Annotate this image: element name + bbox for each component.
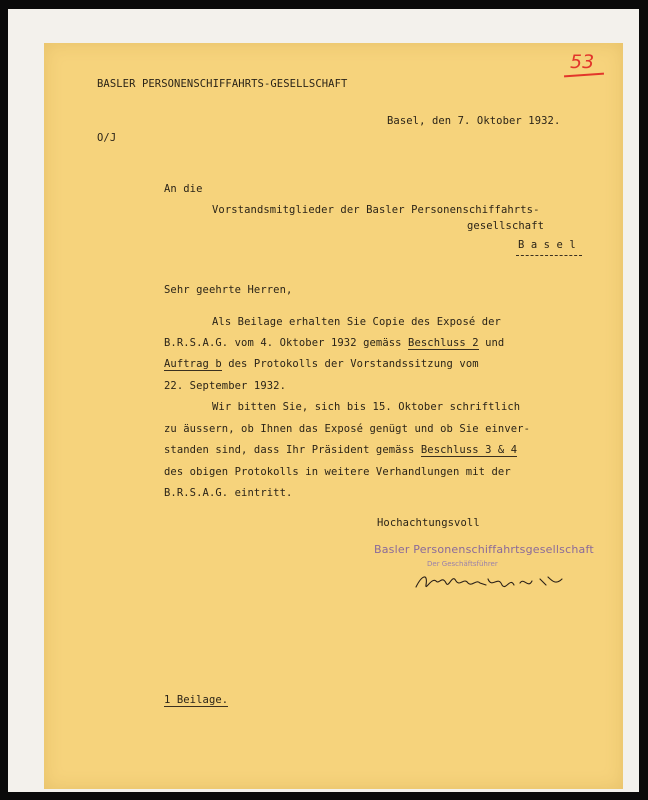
page-number-underline [564, 73, 604, 78]
underlined-reference: Beschluss 2 [408, 337, 479, 349]
handwritten-signature [412, 567, 572, 595]
body-text: standen sind, dass Ihr Präsident gemäss [164, 444, 415, 456]
body-line [164, 358, 479, 370]
page-number: 53 [570, 51, 595, 73]
body-line: 22. September 1932. [164, 380, 287, 392]
body-line [164, 337, 504, 349]
body-line [164, 444, 517, 456]
letter-page [44, 43, 623, 789]
document-frame [8, 9, 639, 792]
body-text: und [485, 337, 505, 349]
body-line: Wir bitten Sie, sich bis 15. Oktober schriftlich [212, 401, 521, 413]
body-line: des obigen Protokolls in weitere Verhandlungen mit der [164, 466, 511, 478]
body-line: B.R.S.A.G. eintritt. [164, 487, 293, 499]
date-line: Basel, den 7. Oktober 1932. [387, 115, 561, 127]
underlined-reference: Auftrag b [164, 358, 222, 370]
recipient-line2: gesellschaft [467, 220, 545, 232]
recipient-city: B a s e l [518, 239, 576, 251]
body-line: Als Beilage erhalten Sie Copie des Exposé der [212, 316, 501, 328]
recipient-line1: Vorstandsmitglieder der Basler Personenschiffahrts- [212, 204, 540, 216]
enclosure-note: 1 Beilage. [164, 694, 229, 706]
letterhead: BASLER PERSONENSCHIFFAHRTS-GESELLSCHAFT [97, 78, 348, 90]
body-text: B.R.S.A.G. vom 4. Oktober 1932 gemäss [164, 337, 402, 349]
city-underline [516, 255, 582, 256]
recipient-salutation: An die [164, 183, 203, 195]
body-line: zu äussern, ob Ihnen das Exposé genügt und ob Sie einver- [164, 423, 531, 435]
underlined-reference: Beschluss 3 & 4 [420, 444, 518, 456]
company-stamp: Basler Personenschiffahrtsgesellschaft [374, 543, 594, 556]
stamp-title: Der Geschäftsführer [427, 560, 498, 568]
reference: O/J [97, 132, 117, 144]
body-text: des Protokolls der Vorstandssitzung vom [228, 358, 479, 370]
closing: Hochachtungsvoll [377, 517, 480, 529]
greeting: Sehr geehrte Herren, [164, 284, 293, 296]
